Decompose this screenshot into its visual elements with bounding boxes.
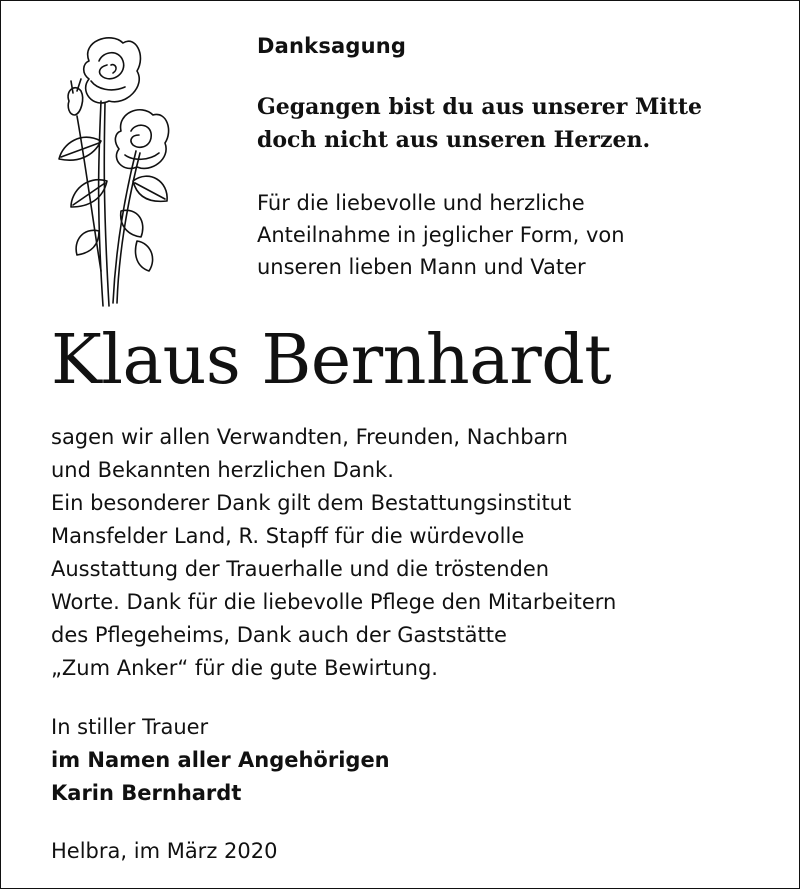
intro-line: unseren lieben Mann und Vater	[257, 255, 586, 279]
body-line: Worte. Dank für die liebevolle Pflege den Mitarbeitern	[51, 590, 617, 614]
signature-name: Karin Bernhardt	[51, 781, 242, 805]
motto-line: doch nicht aus unseren Herzen.	[257, 127, 651, 153]
motto-line: Gegangen bist du aus unserer Mitte	[257, 94, 702, 120]
rose-icon	[41, 31, 176, 311]
intro-line: Anteilnahme in jeglicher Form, von	[257, 223, 625, 247]
place-date: Helbra, im März 2020	[51, 839, 278, 863]
deceased-name: Klaus Bernhardt	[51, 321, 612, 400]
body-line: Ausstattung der Trauerhalle und die tröstenden	[51, 557, 550, 581]
intro-text	[257, 187, 777, 283]
body-line: „Zum Anker“ für die gute Bewirtung.	[51, 656, 438, 680]
body-text	[51, 421, 791, 685]
body-line: Ein besonderer Dank gilt dem Bestattungsinstitut	[51, 491, 572, 515]
body-line: des Pflegeheims, Dank auch der Gaststätte	[51, 623, 507, 647]
closing: In stiller Trauer	[51, 715, 209, 739]
body-line: Mansfelder Land, R. Stapff für die würdevolle	[51, 524, 525, 548]
body-line: und Bekannten herzlichen Dank.	[51, 458, 394, 482]
signature-block	[51, 711, 390, 810]
heading: Danksagung	[257, 34, 407, 58]
signature-line: im Namen aller Angehörigen	[51, 748, 390, 772]
body-line: sagen wir allen Verwandten, Freunden, Nachbarn	[51, 425, 568, 449]
intro-line: Für die liebevolle und herzliche	[257, 191, 585, 215]
motto	[257, 91, 777, 157]
